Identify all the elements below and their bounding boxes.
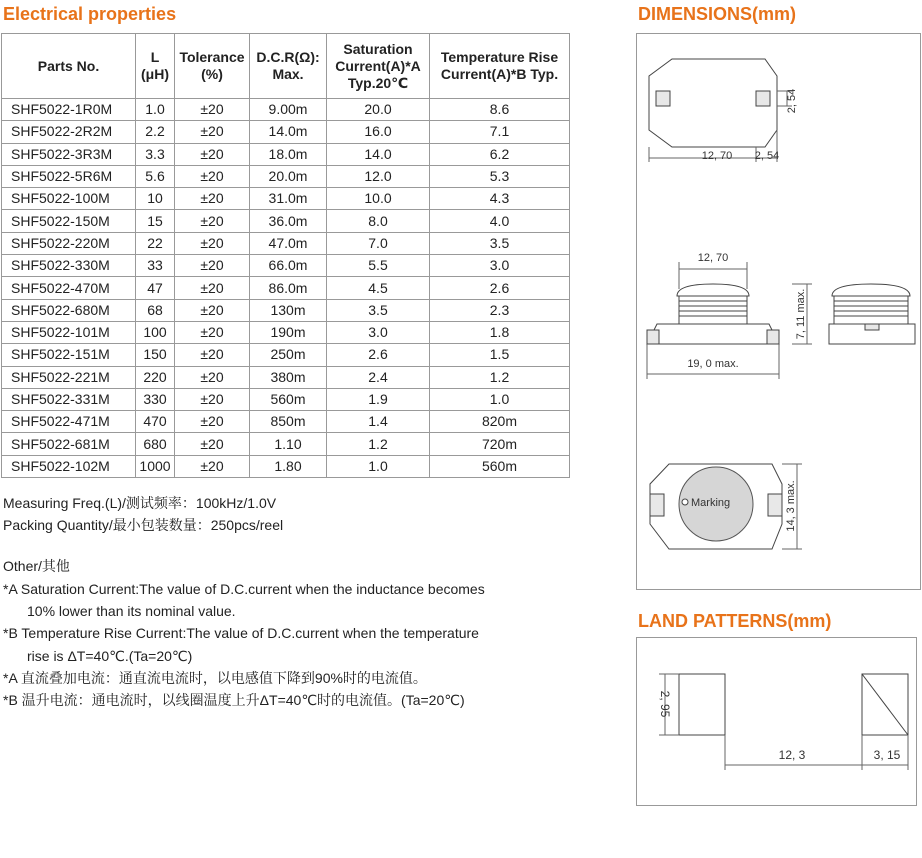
- side-top-width-label: 12, 70: [697, 252, 729, 264]
- header-l: L (μH): [136, 34, 175, 99]
- cell-temp: 1.0: [430, 388, 570, 410]
- cell-l: 1.0: [136, 99, 175, 121]
- cell-temp: 1.8: [430, 321, 570, 343]
- packing-note: Packing Quantity/最小包装数量：250pcs/reel: [3, 517, 284, 533]
- cell-tol: ±20: [175, 321, 250, 343]
- header-saturation: Saturation Current(A)*A Typ.20℃: [327, 34, 430, 99]
- cell-tol: ±20: [175, 210, 250, 232]
- top-pad-left: [656, 91, 670, 106]
- cell-temp: 6.2: [430, 143, 570, 165]
- cell-tol: ±20: [175, 344, 250, 366]
- cell-temp: 4.3: [430, 188, 570, 210]
- table-row: [2, 455, 570, 477]
- table-row: [2, 299, 570, 321]
- cell-sat: 5.5: [327, 255, 430, 277]
- header-dcr: D.C.R(Ω): Max.: [250, 34, 327, 99]
- cell-dcr: 9.00m: [250, 99, 327, 121]
- marking-label: Marking: [691, 497, 731, 509]
- cell-l: 33: [136, 255, 175, 277]
- cell-dcr: 47.0m: [250, 232, 327, 254]
- cell-sat: 7.0: [327, 232, 430, 254]
- cell-sat: 2.4: [327, 366, 430, 388]
- cell-l: 68: [136, 299, 175, 321]
- cell-sat: 1.4: [327, 411, 430, 433]
- cell-l: 3.3: [136, 143, 175, 165]
- cell-tol: ±20: [175, 388, 250, 410]
- table-row: [2, 433, 570, 455]
- table-row: [2, 99, 570, 121]
- cell-part: SHF5022-220M: [2, 232, 136, 254]
- cell-temp: 2.3: [430, 299, 570, 321]
- cell-l: 680: [136, 433, 175, 455]
- cell-dcr: 86.0m: [250, 277, 327, 299]
- table-row: [2, 411, 570, 433]
- cell-sat: 2.6: [327, 344, 430, 366]
- cell-part: SHF5022-330M: [2, 255, 136, 277]
- cell-l: 100: [136, 321, 175, 343]
- cell-sat: 8.0: [327, 210, 430, 232]
- cell-sat: 16.0: [327, 121, 430, 143]
- cell-temp: 820m: [430, 411, 570, 433]
- note-b-line1: *B Temperature Rise Current:The value of D.C.current when the temperature: [3, 625, 479, 641]
- land-frame: [636, 637, 917, 806]
- cell-tol: ±20: [175, 165, 250, 187]
- note-b-cn: *B 温升电流：通电流时，以线圈温度上升ΔT=40℃时的电流值。(Ta=20℃): [3, 692, 465, 708]
- cell-sat: 3.5: [327, 299, 430, 321]
- cell-l: 15: [136, 210, 175, 232]
- dimensions-title: DIMENSIONS(mm): [638, 4, 797, 24]
- table-row: [2, 143, 570, 165]
- table-row: [2, 210, 570, 232]
- cell-dcr: 1.10: [250, 433, 327, 455]
- cell-tol: ±20: [175, 433, 250, 455]
- side-height-label: 7, 11 max.: [795, 288, 807, 340]
- cell-sat: 1.2: [327, 433, 430, 455]
- cell-part: SHF5022-1R0M: [2, 99, 136, 121]
- top-view: [649, 59, 792, 162]
- cell-dcr: 14.0m: [250, 121, 327, 143]
- cell-sat: 12.0: [327, 165, 430, 187]
- cell-sat: 1.0: [327, 455, 430, 477]
- land-pad-width-label: 3, 15: [873, 748, 901, 762]
- dimensions-drawing: [637, 34, 920, 589]
- cell-part: SHF5022-150M: [2, 210, 136, 232]
- cell-sat: 4.5: [327, 277, 430, 299]
- top-pad-height-label: 2, 54: [786, 88, 798, 114]
- cell-dcr: 250m: [250, 344, 327, 366]
- land-pad-left: [679, 674, 725, 735]
- table-row: [2, 321, 570, 343]
- top-pad-right: [756, 91, 770, 106]
- table-row: [2, 232, 570, 254]
- cell-sat: 10.0: [327, 188, 430, 210]
- cell-l: 10: [136, 188, 175, 210]
- spec-table: [1, 33, 570, 478]
- side-winding: [679, 296, 747, 324]
- bottom-height-label: 14, 3 max.: [785, 480, 797, 532]
- cell-dcr: 190m: [250, 321, 327, 343]
- measuring-note: Measuring Freq.(L)/测试频率：100kHz/1.0V: [3, 495, 277, 511]
- note-a-line2: 10% lower than its nominal value.: [27, 603, 236, 619]
- side-base: [647, 324, 779, 344]
- cell-sat: 20.0: [327, 99, 430, 121]
- table-row: [2, 255, 570, 277]
- land-pad-height-label: 2, 95: [658, 690, 672, 718]
- cell-part: SHF5022-470M: [2, 277, 136, 299]
- cell-temp: 720m: [430, 433, 570, 455]
- cell-dcr: 20.0m: [250, 165, 327, 187]
- top-width-label: 12, 70: [701, 150, 733, 162]
- cell-temp: 4.0: [430, 210, 570, 232]
- cell-tol: ±20: [175, 99, 250, 121]
- note-a-line1: *A Saturation Current:The value of D.C.current when the inductance becomes: [3, 581, 485, 597]
- cell-dcr: 31.0m: [250, 188, 327, 210]
- bottom-pad-right: [768, 494, 782, 516]
- cell-temp: 3.5: [430, 232, 570, 254]
- side-top-cap: [677, 284, 749, 296]
- cell-dcr: 560m: [250, 388, 327, 410]
- cell-tol: ±20: [175, 232, 250, 254]
- cell-tol: ±20: [175, 143, 250, 165]
- cell-temp: 2.6: [430, 277, 570, 299]
- cell-tol: ±20: [175, 455, 250, 477]
- cell-dcr: 380m: [250, 366, 327, 388]
- cell-dcr: 850m: [250, 411, 327, 433]
- cell-part: SHF5022-680M: [2, 299, 136, 321]
- side-width-label: 19, 0 max.: [687, 358, 739, 370]
- note-a-cn: *A 直流叠加电流：通直流电流时，以电感值下降到90%时的电流值。: [3, 670, 427, 686]
- cell-part: SHF5022-100M: [2, 188, 136, 210]
- table-row: [2, 344, 570, 366]
- cell-l: 330: [136, 388, 175, 410]
- note-b-line2: rise is ΔT=40℃.(Ta=20℃): [27, 648, 193, 664]
- cell-dcr: 130m: [250, 299, 327, 321]
- cell-temp: 7.1: [430, 121, 570, 143]
- electrical-title: Electrical properties: [3, 4, 177, 24]
- cell-part: SHF5022-102M: [2, 455, 136, 477]
- cell-dcr: 36.0m: [250, 210, 327, 232]
- cell-l: 47: [136, 277, 175, 299]
- land-title: LAND PATTERNS(mm): [638, 611, 832, 631]
- table-row: [2, 388, 570, 410]
- end-notch: [865, 324, 879, 330]
- cell-l: 470: [136, 411, 175, 433]
- cell-temp: 8.6: [430, 99, 570, 121]
- cell-part: SHF5022-101M: [2, 321, 136, 343]
- cell-tol: ±20: [175, 255, 250, 277]
- bottom-pad-left: [650, 494, 664, 516]
- cell-l: 1000: [136, 455, 175, 477]
- cell-part: SHF5022-3R3M: [2, 143, 136, 165]
- table-row: [2, 188, 570, 210]
- cell-temp: 1.2: [430, 366, 570, 388]
- cell-sat: 3.0: [327, 321, 430, 343]
- cell-temp: 560m: [430, 455, 570, 477]
- cell-part: SHF5022-471M: [2, 411, 136, 433]
- end-top-cap: [832, 284, 910, 296]
- end-winding: [834, 296, 908, 324]
- cell-l: 220: [136, 366, 175, 388]
- table-row: [2, 121, 570, 143]
- cell-temp: 3.0: [430, 255, 570, 277]
- cell-l: 5.6: [136, 165, 175, 187]
- land-drawing: [637, 638, 916, 805]
- table-body: [2, 99, 570, 478]
- cell-l: 150: [136, 344, 175, 366]
- cell-sat: 1.9: [327, 388, 430, 410]
- cell-tol: ±20: [175, 188, 250, 210]
- cell-part: SHF5022-221M: [2, 366, 136, 388]
- header-tolerance: Tolerance (%): [175, 34, 250, 99]
- table-row: [2, 366, 570, 388]
- cell-dcr: 18.0m: [250, 143, 327, 165]
- cell-temp: 5.3: [430, 165, 570, 187]
- cell-tol: ±20: [175, 299, 250, 321]
- cell-dcr: 66.0m: [250, 255, 327, 277]
- cell-part: SHF5022-2R2M: [2, 121, 136, 143]
- land-gap-label: 12, 3: [778, 748, 806, 762]
- table-row: [2, 165, 570, 187]
- dimensions-frame: [636, 33, 921, 590]
- cell-dcr: 1.80: [250, 455, 327, 477]
- cell-part: SHF5022-5R6M: [2, 165, 136, 187]
- cell-tol: ±20: [175, 411, 250, 433]
- header-temp-rise: Temperature Rise Current(A)*B Typ.: [430, 34, 570, 99]
- cell-part: SHF5022-681M: [2, 433, 136, 455]
- table-header-row: [2, 34, 570, 99]
- cell-tol: ±20: [175, 277, 250, 299]
- table-row: [2, 277, 570, 299]
- side-pad-right: [767, 330, 779, 344]
- cell-part: SHF5022-151M: [2, 344, 136, 366]
- cell-l: 2.2: [136, 121, 175, 143]
- cell-part: SHF5022-331M: [2, 388, 136, 410]
- other-heading: Other/其他: [3, 558, 70, 574]
- header-parts: Parts No.: [2, 34, 136, 99]
- polarity-dot: [682, 499, 688, 505]
- cell-l: 22: [136, 232, 175, 254]
- cell-tol: ±20: [175, 366, 250, 388]
- cell-tol: ±20: [175, 121, 250, 143]
- top-pad-width-label: 2, 54: [754, 150, 780, 162]
- side-pad-left: [647, 330, 659, 344]
- cell-sat: 14.0: [327, 143, 430, 165]
- cell-temp: 1.5: [430, 344, 570, 366]
